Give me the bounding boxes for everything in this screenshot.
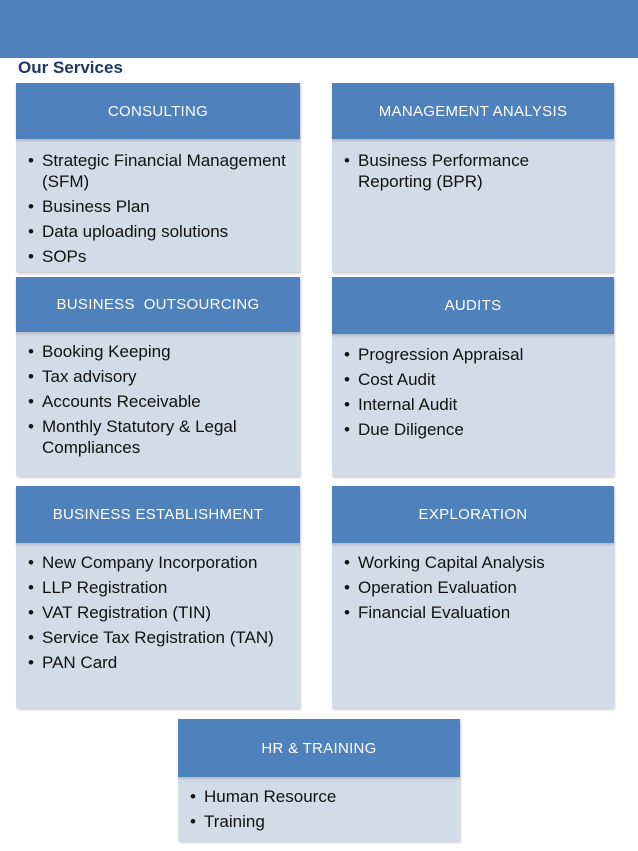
bullet-icon: • [28, 247, 34, 266]
bullet-icon: • [28, 653, 34, 672]
bullet-icon: • [28, 392, 34, 411]
card-header: BUSINESS OUTSOURCING [16, 277, 300, 332]
bullet-icon: • [28, 197, 34, 216]
bullet-icon: • [344, 420, 350, 439]
list-item [190, 811, 452, 832]
list-item-label: Accounts Receivable [42, 392, 201, 411]
bullet-icon: • [28, 367, 34, 386]
list-item-label: Business Plan [42, 197, 150, 216]
service-list [344, 344, 606, 444]
service-card-hr-training [178, 719, 460, 841]
list-item [28, 196, 292, 217]
service-card-business-establishment [16, 486, 300, 708]
service-card-consulting [16, 83, 300, 272]
list-item-label: Data uploading solutions [42, 222, 229, 241]
card-header: MANAGEMENT ANALYSIS [332, 83, 614, 139]
service-list [190, 786, 452, 836]
service-list [28, 341, 292, 462]
list-item-label: Progression Appraisal [358, 345, 524, 364]
list-item [190, 786, 452, 807]
card-header: HR & TRAINING [178, 719, 460, 777]
list-item [28, 652, 292, 673]
bullet-icon: • [28, 151, 34, 170]
list-item [344, 394, 606, 415]
list-item-label: Service Tax Registration (TAN) [42, 628, 274, 647]
top-banner [0, 0, 638, 58]
bullet-icon: • [28, 553, 34, 572]
list-item [344, 344, 606, 365]
list-item [28, 150, 292, 192]
service-card-audits [332, 277, 614, 476]
list-item [344, 577, 606, 598]
bullet-icon: • [28, 603, 34, 622]
list-item-label: Training [204, 812, 265, 831]
list-item-label: Internal Audit [358, 395, 458, 414]
list-item-label: Working Capital Analysis [358, 553, 545, 572]
service-card-exploration [332, 486, 614, 708]
card-header: EXPLORATION [332, 486, 614, 543]
bullet-icon: • [344, 395, 350, 414]
list-item [344, 369, 606, 390]
list-item-label: LLP Registration [42, 578, 168, 597]
bullet-icon: • [28, 342, 34, 361]
service-list [344, 150, 606, 196]
bullet-icon: • [190, 787, 196, 806]
service-card-management-analysis [332, 83, 614, 272]
card-header: CONSULTING [16, 83, 300, 139]
service-list [28, 150, 292, 271]
page-title: Our Services [18, 58, 123, 77]
list-item [344, 150, 606, 192]
list-item [28, 246, 292, 267]
bullet-icon: • [28, 578, 34, 597]
bullet-icon: • [344, 578, 350, 597]
bullet-icon: • [28, 222, 34, 241]
list-item [28, 627, 292, 648]
list-item [344, 419, 606, 440]
bullet-icon: • [28, 417, 34, 436]
list-item [28, 391, 292, 412]
list-item-label: New Company Incorporation [42, 553, 258, 572]
bullet-icon: • [344, 553, 350, 572]
list-item-label: Monthly Statutory & Legal Compliances [42, 417, 237, 457]
list-item-label: Cost Audit [358, 370, 436, 389]
bullet-icon: • [344, 603, 350, 622]
list-item-label: Booking Keeping [42, 342, 171, 361]
list-item-label: SOPs [42, 247, 87, 266]
list-item-label: Due Diligence [358, 420, 464, 439]
bullet-icon: • [190, 812, 196, 831]
card-header: AUDITS [332, 277, 614, 334]
service-card-business-outsourcing [16, 277, 300, 476]
service-list [344, 552, 606, 627]
list-item [28, 552, 292, 573]
bullet-icon: • [344, 345, 350, 364]
list-item-label: Human Resource [204, 787, 337, 806]
list-item-label: Business Performance Reporting (BPR) [358, 151, 530, 191]
list-item-label: Tax advisory [42, 367, 137, 386]
bullet-icon: • [344, 370, 350, 389]
list-item-label: Operation Evaluation [358, 578, 517, 597]
bullet-icon: • [344, 151, 350, 170]
list-item [28, 577, 292, 598]
list-item [28, 366, 292, 387]
list-item [344, 552, 606, 573]
list-item-label: Financial Evaluation [358, 603, 511, 622]
service-list [28, 552, 292, 677]
list-item [28, 602, 292, 623]
list-item-label: PAN Card [42, 653, 118, 672]
list-item [28, 341, 292, 362]
card-header: BUSINESS ESTABLISHMENT [16, 486, 300, 543]
list-item-label: Strategic Financial Management (SFM) [42, 151, 286, 191]
bullet-icon: • [28, 628, 34, 647]
list-item [28, 416, 292, 458]
list-item [344, 602, 606, 623]
list-item-label: VAT Registration (TIN) [42, 603, 212, 622]
list-item [28, 221, 292, 242]
